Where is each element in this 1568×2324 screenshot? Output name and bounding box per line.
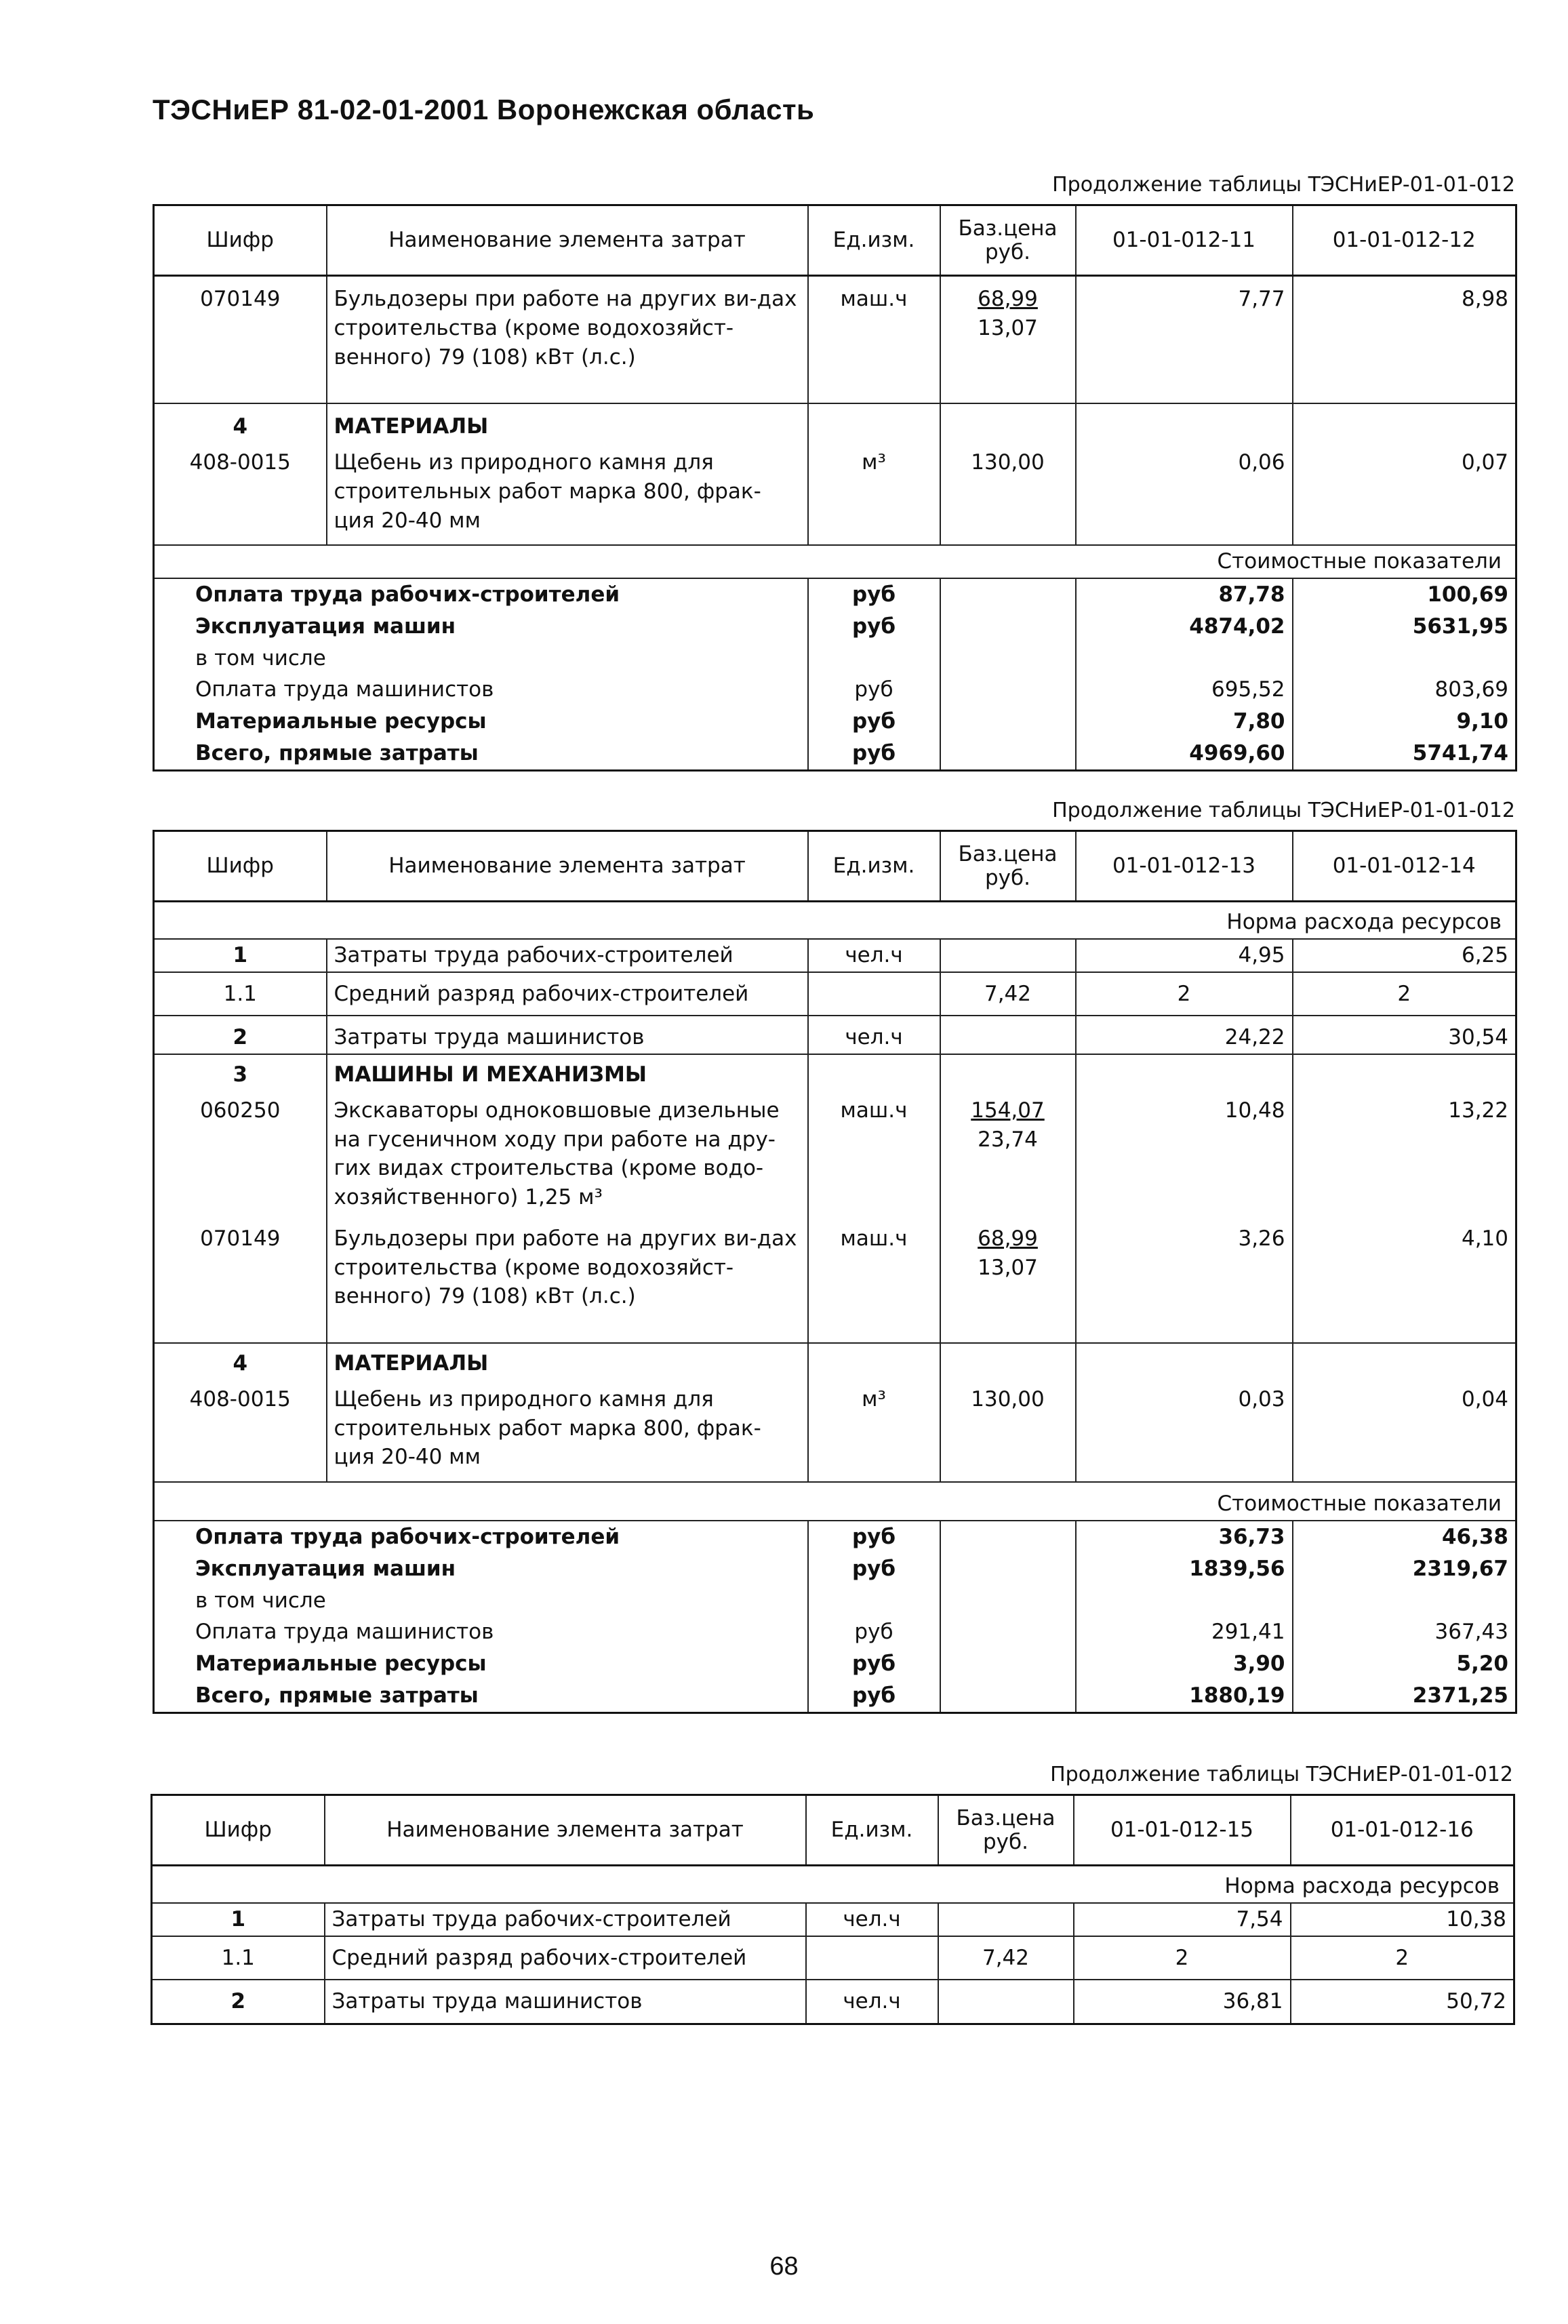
row-value-b: 0,04 [1293, 1380, 1516, 1482]
row-name: Средний разряд рабочих-строителей [325, 1936, 806, 1980]
cost-label: Оплата труда машинистов [154, 1616, 808, 1648]
cost-label: в том числе [154, 1585, 808, 1617]
table-row [154, 972, 1516, 1016]
row-price: 130,00 [940, 1380, 1076, 1482]
row-name: Щебень из природного камня для строительных работ марка 800, фрак-ция 20-40 мм [327, 443, 808, 545]
cost-row [154, 1585, 1516, 1617]
price-machinist-value: 23,74 [978, 1127, 1038, 1152]
row-name: Экскаваторы одноковшовые дизельные на гусеничном ходу при работе на дру-гих видах строительства (кроме водо-хозяйственного) 1,25 м³ [327, 1091, 808, 1222]
header-unit: Ед.изм. [806, 1795, 938, 1866]
cost-unit: руб [808, 611, 940, 643]
table-row [154, 403, 1516, 443]
cost-label: Материальные ресурсы [154, 1648, 808, 1680]
cost-unit: руб [808, 578, 940, 611]
resource-table [150, 1794, 1515, 2025]
row-code: 070149 [154, 276, 327, 374]
cost-label: Всего, прямые затраты [154, 738, 808, 770]
row-price [940, 1091, 1076, 1222]
row-unit: чел.ч [806, 1903, 938, 1936]
row-code: 4 [154, 1343, 327, 1380]
cost-row [154, 738, 1516, 770]
row-value-b: 6,25 [1293, 939, 1516, 972]
cost-label: Оплата труда машинистов [154, 674, 808, 706]
row-value-a: 4,95 [1076, 939, 1293, 972]
row-value-b: 2 [1293, 972, 1516, 1016]
header-unit: Ед.изм. [808, 831, 940, 902]
row-name: Бульдозеры при работе на других ви-дах строительства (кроме водохозяйст-венного) 79 (108) кВт (л.с.) [327, 276, 808, 374]
table-row [154, 443, 1516, 545]
header-price: Баз.цена руб. [938, 1795, 1074, 1866]
cost-indicators-band: Стоимостные показатели [154, 545, 1516, 578]
row-unit: м³ [808, 1380, 940, 1482]
row-unit [808, 972, 940, 1016]
price-machinist-value: 13,07 [978, 315, 1038, 340]
row-value-a: 3,26 [1076, 1222, 1293, 1313]
cost-label: Эксплуатация машин [154, 611, 808, 643]
cost-value-a: 4874,02 [1076, 611, 1293, 643]
section-title: МАТЕРИАЛЫ [327, 1343, 808, 1380]
row-code: 2 [152, 1980, 325, 2024]
cost-value-a: 695,52 [1076, 674, 1293, 706]
header-col-a: 01-01-012-13 [1076, 831, 1293, 902]
row-value-a: 0,03 [1076, 1380, 1293, 1482]
cost-value-b: 46,38 [1293, 1521, 1516, 1553]
band-row [154, 545, 1516, 578]
cost-value-a: 4969,60 [1076, 738, 1293, 770]
row-price: 7,42 [940, 972, 1076, 1016]
table-row [154, 1343, 1516, 1380]
cost-value-a: 7,80 [1076, 706, 1293, 738]
row-unit: чел.ч [808, 1016, 940, 1054]
price-value: 68,99 [978, 1226, 1038, 1251]
cost-row [154, 1521, 1516, 1553]
cost-row [154, 1680, 1516, 1712]
cost-label: Оплата труда рабочих-строителей [154, 1521, 808, 1553]
cost-unit: руб [808, 1521, 940, 1553]
row-name: Затраты труда рабочих-строителей [327, 939, 808, 972]
cost-value-b: 100,69 [1293, 578, 1516, 611]
cost-unit: руб [808, 1616, 940, 1648]
header-name: Наименование элемента затрат [327, 205, 808, 276]
header-col-b: 01-01-012-14 [1293, 831, 1516, 902]
cost-label: Всего, прямые затраты [154, 1680, 808, 1712]
header-name: Наименование элемента затрат [325, 1795, 806, 1866]
row-code: 1 [152, 1903, 325, 1936]
header-col-b: 01-01-012-12 [1293, 205, 1516, 276]
row-price: 7,42 [938, 1936, 1074, 1980]
row-unit [806, 1936, 938, 1980]
cost-unit: руб [808, 1648, 940, 1680]
table-caption: Продолжение таблицы ТЭСНиЕР-01-01-012 [1052, 799, 1515, 822]
cost-row [154, 1616, 1516, 1648]
cost-value-a: 3,90 [1076, 1648, 1293, 1680]
row-value-a: 36,81 [1074, 1980, 1291, 2024]
cost-value-b: 367,43 [1293, 1616, 1516, 1648]
cost-row [154, 643, 1516, 675]
row-name: Средний разряд рабочих-строителей [327, 972, 808, 1016]
row-name: Щебень из природного камня для строительных работ марка 800, фрак-ция 20-40 мм [327, 1380, 808, 1482]
header-name: Наименование элемента затрат [327, 831, 808, 902]
cost-value-b: 2319,67 [1293, 1553, 1516, 1585]
row-code: 1.1 [152, 1936, 325, 1980]
row-unit: маш.ч [808, 276, 940, 374]
table-header-row [152, 1795, 1514, 1866]
header-price: Баз.цена руб. [940, 205, 1076, 276]
cost-row [154, 706, 1516, 738]
section-title: МАШИНЫ И МЕХАНИЗМЫ [327, 1054, 808, 1091]
row-price [940, 276, 1076, 374]
cost-unit: руб [808, 706, 940, 738]
row-code: 408-0015 [154, 1380, 327, 1482]
cost-value-b: 803,69 [1293, 674, 1516, 706]
row-unit: чел.ч [806, 1980, 938, 2024]
row-value-a: 24,22 [1076, 1016, 1293, 1054]
cost-unit: руб [808, 674, 940, 706]
row-name: Затраты труда машинистов [325, 1980, 806, 2024]
header-code: Шифр [154, 831, 327, 902]
row-code: 2 [154, 1016, 327, 1054]
cost-value-b: 2371,25 [1293, 1680, 1516, 1712]
cost-unit: руб [808, 1553, 940, 1585]
row-code: 1 [154, 939, 327, 972]
row-price [938, 1980, 1074, 2024]
row-name: Затраты труда машинистов [327, 1016, 808, 1054]
band-row [152, 1866, 1514, 1903]
table-header-row [154, 831, 1516, 902]
header-price: Баз.цена руб. [940, 831, 1076, 902]
cost-row [154, 1553, 1516, 1585]
header-code: Шифр [152, 1795, 325, 1866]
cost-row [154, 674, 1516, 706]
page-number: 68 [769, 2252, 799, 2281]
cost-value-a: 36,73 [1076, 1521, 1293, 1553]
table-header-row [154, 205, 1516, 276]
row-value-a: 0,06 [1076, 443, 1293, 545]
row-price: 130,00 [940, 443, 1076, 545]
row-unit: м³ [808, 443, 940, 545]
header-col-a: 01-01-012-15 [1074, 1795, 1291, 1866]
cost-row [154, 1648, 1516, 1680]
row-price [940, 1222, 1076, 1313]
header-col-a: 01-01-012-11 [1076, 205, 1293, 276]
resource-norm-band: Норма расхода ресурсов [152, 1866, 1514, 1903]
row-value-b: 0,07 [1293, 443, 1516, 545]
resource-table [153, 204, 1517, 772]
row-code: 070149 [154, 1222, 327, 1313]
row-code: 4 [154, 403, 327, 443]
resource-table [153, 830, 1517, 1714]
row-value-b: 10,38 [1291, 1903, 1514, 1936]
row-name: Бульдозеры при работе на других ви-дах строительства (кроме водохозяйст-венного) 79 (108) кВт (л.с.) [327, 1222, 808, 1313]
cost-row [154, 611, 1516, 643]
row-value-a: 2 [1074, 1936, 1291, 1980]
row-code: 3 [154, 1054, 327, 1091]
row-value-b: 2 [1291, 1936, 1514, 1980]
cost-unit: руб [808, 1680, 940, 1712]
table-caption: Продолжение таблицы ТЭСНиЕР-01-01-012 [1050, 1763, 1513, 1786]
row-code: 1.1 [154, 972, 327, 1016]
cost-unit: руб [808, 738, 940, 770]
band-row [154, 902, 1516, 939]
table-row [154, 1091, 1516, 1222]
resource-norm-band: Норма расхода ресурсов [154, 902, 1516, 939]
table-row [154, 1016, 1516, 1054]
cost-label: Эксплуатация машин [154, 1553, 808, 1585]
price-value: 154,07 [971, 1098, 1045, 1123]
table-caption: Продолжение таблицы ТЭСНиЕР-01-01-012 [1052, 173, 1515, 197]
table-row [154, 939, 1516, 972]
table-row [154, 276, 1516, 374]
table-row [152, 1903, 1514, 1936]
cost-value-b: 5,20 [1293, 1648, 1516, 1680]
row-value-b: 4,10 [1293, 1222, 1516, 1313]
cost-row [154, 578, 1516, 611]
cost-value-b: 9,10 [1293, 706, 1516, 738]
row-code: 408-0015 [154, 443, 327, 545]
cost-value-b: 5631,95 [1293, 611, 1516, 643]
row-value-b: 8,98 [1293, 276, 1516, 374]
row-code: 060250 [154, 1091, 327, 1222]
row-value-a: 7,77 [1076, 276, 1293, 374]
table-row [152, 1980, 1514, 2024]
cost-value-a: 87,78 [1076, 578, 1293, 611]
row-price [940, 1016, 1076, 1054]
table-row [154, 1222, 1516, 1313]
header-code: Шифр [154, 205, 327, 276]
row-value-b: 30,54 [1293, 1016, 1516, 1054]
cost-indicators-band: Стоимостные показатели [154, 1482, 1516, 1521]
row-value-a: 2 [1076, 972, 1293, 1016]
document-title: ТЭСНиЕР 81-02-01-2001 Воронежская область [153, 94, 815, 125]
price-machinist-value: 13,07 [978, 1255, 1038, 1280]
row-unit: чел.ч [808, 939, 940, 972]
header-col-b: 01-01-012-16 [1291, 1795, 1514, 1866]
cost-label: в том числе [154, 643, 808, 675]
row-value-b: 50,72 [1291, 1980, 1514, 2024]
section-title: МАТЕРИАЛЫ [327, 403, 808, 443]
cost-label: Оплата труда рабочих-строителей [154, 578, 808, 611]
row-value-b: 13,22 [1293, 1091, 1516, 1222]
band-row [154, 1482, 1516, 1521]
header-unit: Ед.изм. [808, 205, 940, 276]
row-unit: маш.ч [808, 1091, 940, 1222]
cost-value-a: 291,41 [1076, 1616, 1293, 1648]
row-price [940, 939, 1076, 972]
row-name: Затраты труда рабочих-строителей [325, 1903, 806, 1936]
table-row [154, 1054, 1516, 1091]
cost-value-b: 5741,74 [1293, 738, 1516, 770]
cost-value-a: 1880,19 [1076, 1680, 1293, 1712]
row-price [938, 1903, 1074, 1936]
cost-value-a: 1839,56 [1076, 1553, 1293, 1585]
cost-label: Материальные ресурсы [154, 706, 808, 738]
row-unit: маш.ч [808, 1222, 940, 1313]
table-row [154, 1380, 1516, 1482]
row-value-a: 7,54 [1074, 1903, 1291, 1936]
row-value-a: 10,48 [1076, 1091, 1293, 1222]
price-value: 68,99 [978, 287, 1038, 311]
table-row [152, 1936, 1514, 1980]
